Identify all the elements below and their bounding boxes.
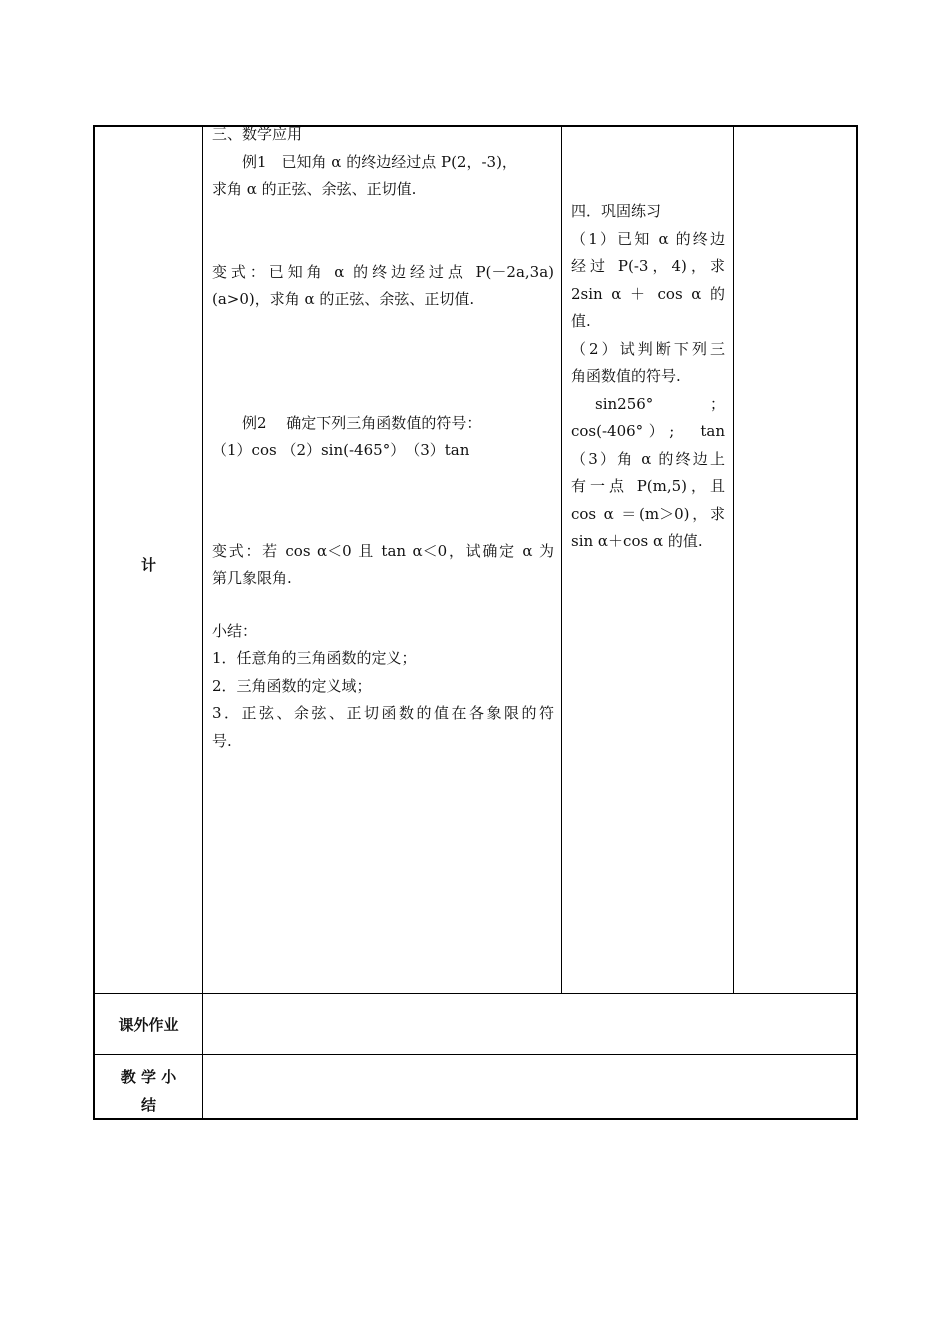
practice-q2-line3: sin256° ；: [595, 394, 725, 413]
example2-line1: 例2 确定下列三角函数值的符号：: [242, 413, 482, 432]
summary-item-1: 1．任意角的三角函数的定义；: [212, 649, 417, 667]
practice-q3-line4: sin α＋cos α 的值.: [571, 532, 703, 550]
teaching-summary-label-line2: 结: [140, 1096, 156, 1114]
variant1-line1: 变式：已知角 α 的终边经过点 P(－2a,3a): [212, 262, 554, 281]
teaching-summary-label: [95, 1063, 202, 1119]
practice-q2-line2: 角函数值的符号.: [571, 367, 681, 385]
summary-item-3-line2: 号.: [212, 731, 232, 750]
practice-q3-line2: 有一点 P(m,5)，且: [571, 477, 725, 495]
summary-item-2: 2．三角函数的定义域；: [212, 676, 372, 695]
col-divider-practice: [733, 127, 734, 993]
practice-q1-line4: 值.: [571, 312, 591, 330]
practice-q1-line1: （1）已知 α 的终边: [571, 229, 725, 248]
main-content: [212, 121, 554, 755]
practice-q3-line3: cos α ＝(m＞0)，求: [571, 504, 725, 523]
summary-title: 小结：: [212, 621, 258, 640]
row-divider-summary: [95, 1054, 856, 1055]
col-divider-label: [202, 127, 203, 1118]
section-title: 三、数学应用: [212, 125, 303, 143]
col-divider-main: [561, 127, 562, 993]
example2-line2: （1）cos （2）sin(-465°） （3）tan: [212, 441, 470, 459]
variant2-line1: 变式：若 cos α＜0 且 tan α＜0，试确定 α 为: [212, 541, 554, 560]
practice-content: [571, 198, 725, 556]
homework-row-label: 课外作业: [118, 1016, 179, 1034]
design-row-label: 计: [140, 556, 156, 574]
practice-q1-line2: 经过 P(-3，4)，求: [571, 257, 725, 275]
practice-q3-line1: （3）角 α 的终边上: [571, 449, 725, 468]
row-divider-homework: [95, 993, 856, 994]
teaching-summary-label-line1: 教 学 小: [120, 1068, 177, 1086]
example1-line1: 例1 已知角 α 的终边经过点 P(2，-3)，: [242, 152, 517, 171]
variant1-line2: (a>0)，求角 α 的正弦、余弦、正切值.: [212, 290, 475, 308]
practice-title: 四．巩固练习: [571, 202, 662, 220]
example1-line2: 求角 α 的正弦、余弦、正切值.: [212, 180, 417, 198]
practice-q1-line3: 2sin α ＋ cos α 的: [571, 284, 725, 303]
lesson-table: [93, 125, 858, 1120]
variant2-line2: 第几象限角.: [212, 569, 292, 587]
summary-item-3-line1: 3．正弦、余弦、正切函数的值在各象限的符: [212, 704, 554, 722]
practice-q2-line4: cos(-406°）; tan: [571, 422, 725, 440]
practice-q2-line1: （2）试判断下列三: [571, 339, 725, 358]
